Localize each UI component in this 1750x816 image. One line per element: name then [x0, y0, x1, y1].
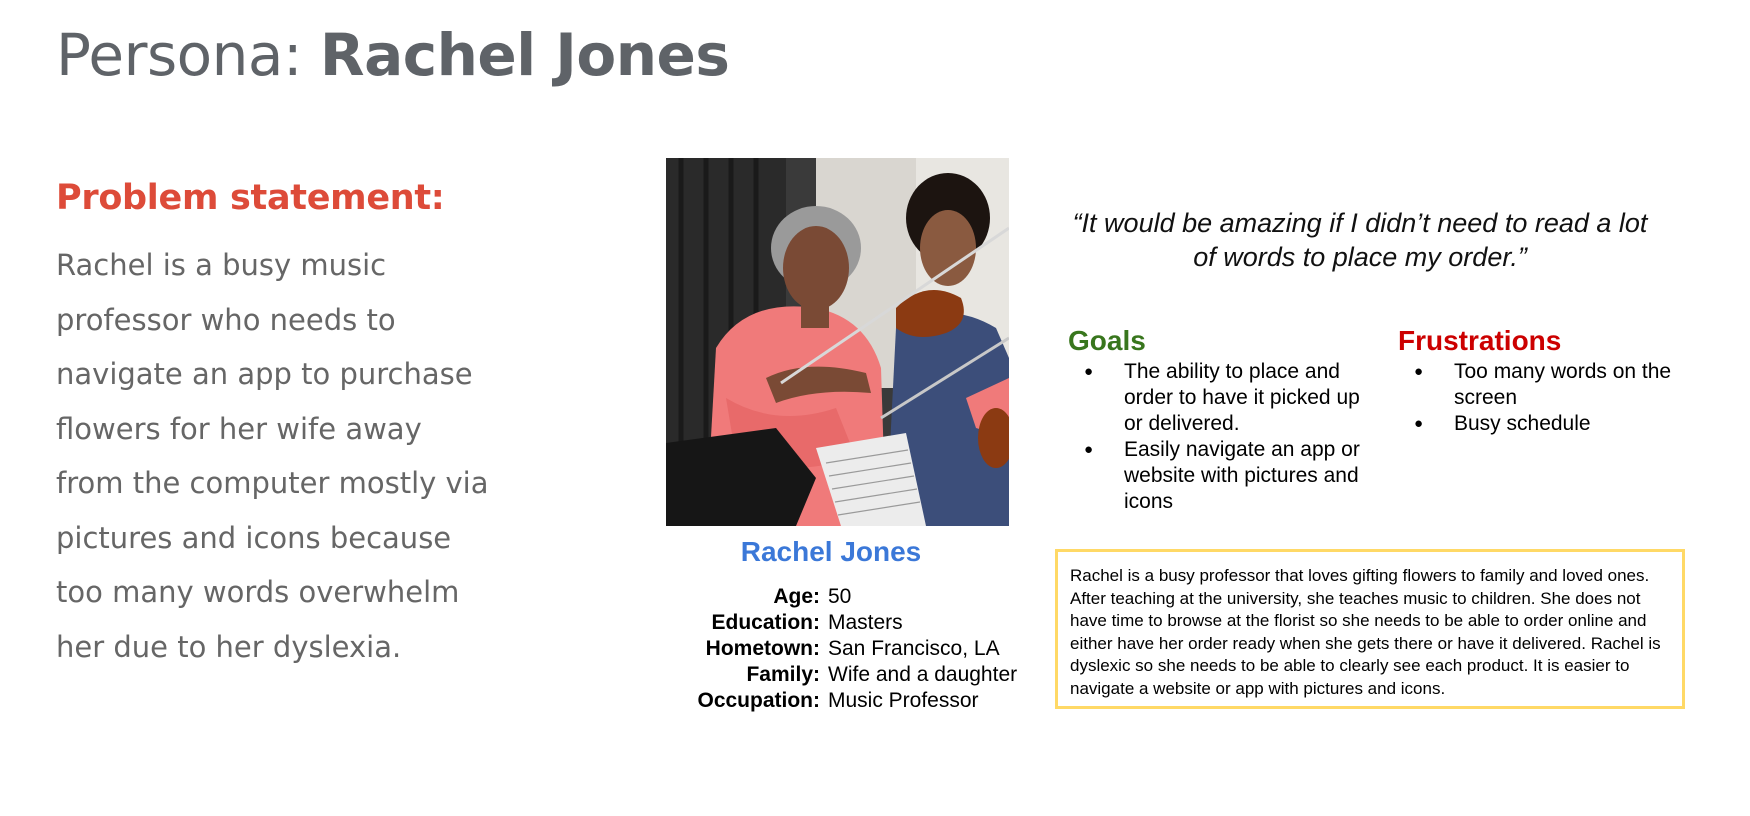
persona-bio: Rachel is a busy professor that loves gifting flowers to family and loved ones. After teaching at the university, she teaches music to children. She does not have time to browse at the florist so she needs to be able to order online and either have her order ready when she gets there or have it delivered. Rachel is dyslexic so she needs to be able to clearly see each product. It is easier to navigate a website or app with pictures and icons. — [1055, 549, 1685, 709]
persona-quote: “It would be amazing if I didn’t need to read a lot of words to place my order.” — [1072, 208, 1648, 272]
detail-value: 50 — [828, 585, 852, 608]
persona-photo — [666, 158, 1009, 526]
frustrations-heading: Frustrations — [1398, 325, 1562, 356]
detail-value: San Francisco, LA — [828, 637, 1000, 660]
goal-item: ● The ability to place and order to have it picked up or delivered. — [1068, 359, 1368, 437]
detail-label: Hometown: — [705, 637, 820, 660]
persona-name: Rachel Jones — [740, 536, 922, 567]
detail-row-education — [640, 610, 1017, 636]
frustrations-list — [1398, 359, 1678, 437]
detail-row-occupation — [640, 688, 1017, 714]
detail-value: Masters — [828, 611, 903, 634]
detail-label: Family: — [746, 663, 820, 686]
detail-row-age — [640, 584, 1017, 610]
frustration-item: ● Too many words on the screen — [1398, 359, 1678, 411]
persona-details — [640, 584, 1017, 714]
title-name: Rachel Jones — [319, 21, 730, 89]
title-prefix: Persona: — [56, 21, 320, 89]
problem-statement-text: Rachel is a busy music professor who needs to navigate an app to purchase flowers for her wife away from the computer mostly via pictures and icons because too many words overwhelm her due to her dyslexia. — [56, 248, 489, 664]
goals-list — [1068, 359, 1368, 515]
detail-row-family — [640, 662, 1017, 688]
detail-value: Wife and a daughter — [828, 663, 1018, 686]
page-title — [56, 14, 729, 96]
detail-value: Music Professor — [828, 689, 979, 712]
goals-heading: Goals — [1068, 325, 1146, 356]
frustration-item: ● Busy schedule — [1398, 411, 1678, 437]
detail-label: Age: — [773, 585, 820, 608]
goal-item: ● Easily navigate an app or website with pictures and icons — [1068, 437, 1368, 515]
detail-row-hometown — [640, 636, 1017, 662]
problem-statement-heading: Problem statement: — [56, 178, 445, 218]
detail-label: Education: — [711, 611, 820, 634]
detail-label: Occupation: — [697, 689, 820, 712]
